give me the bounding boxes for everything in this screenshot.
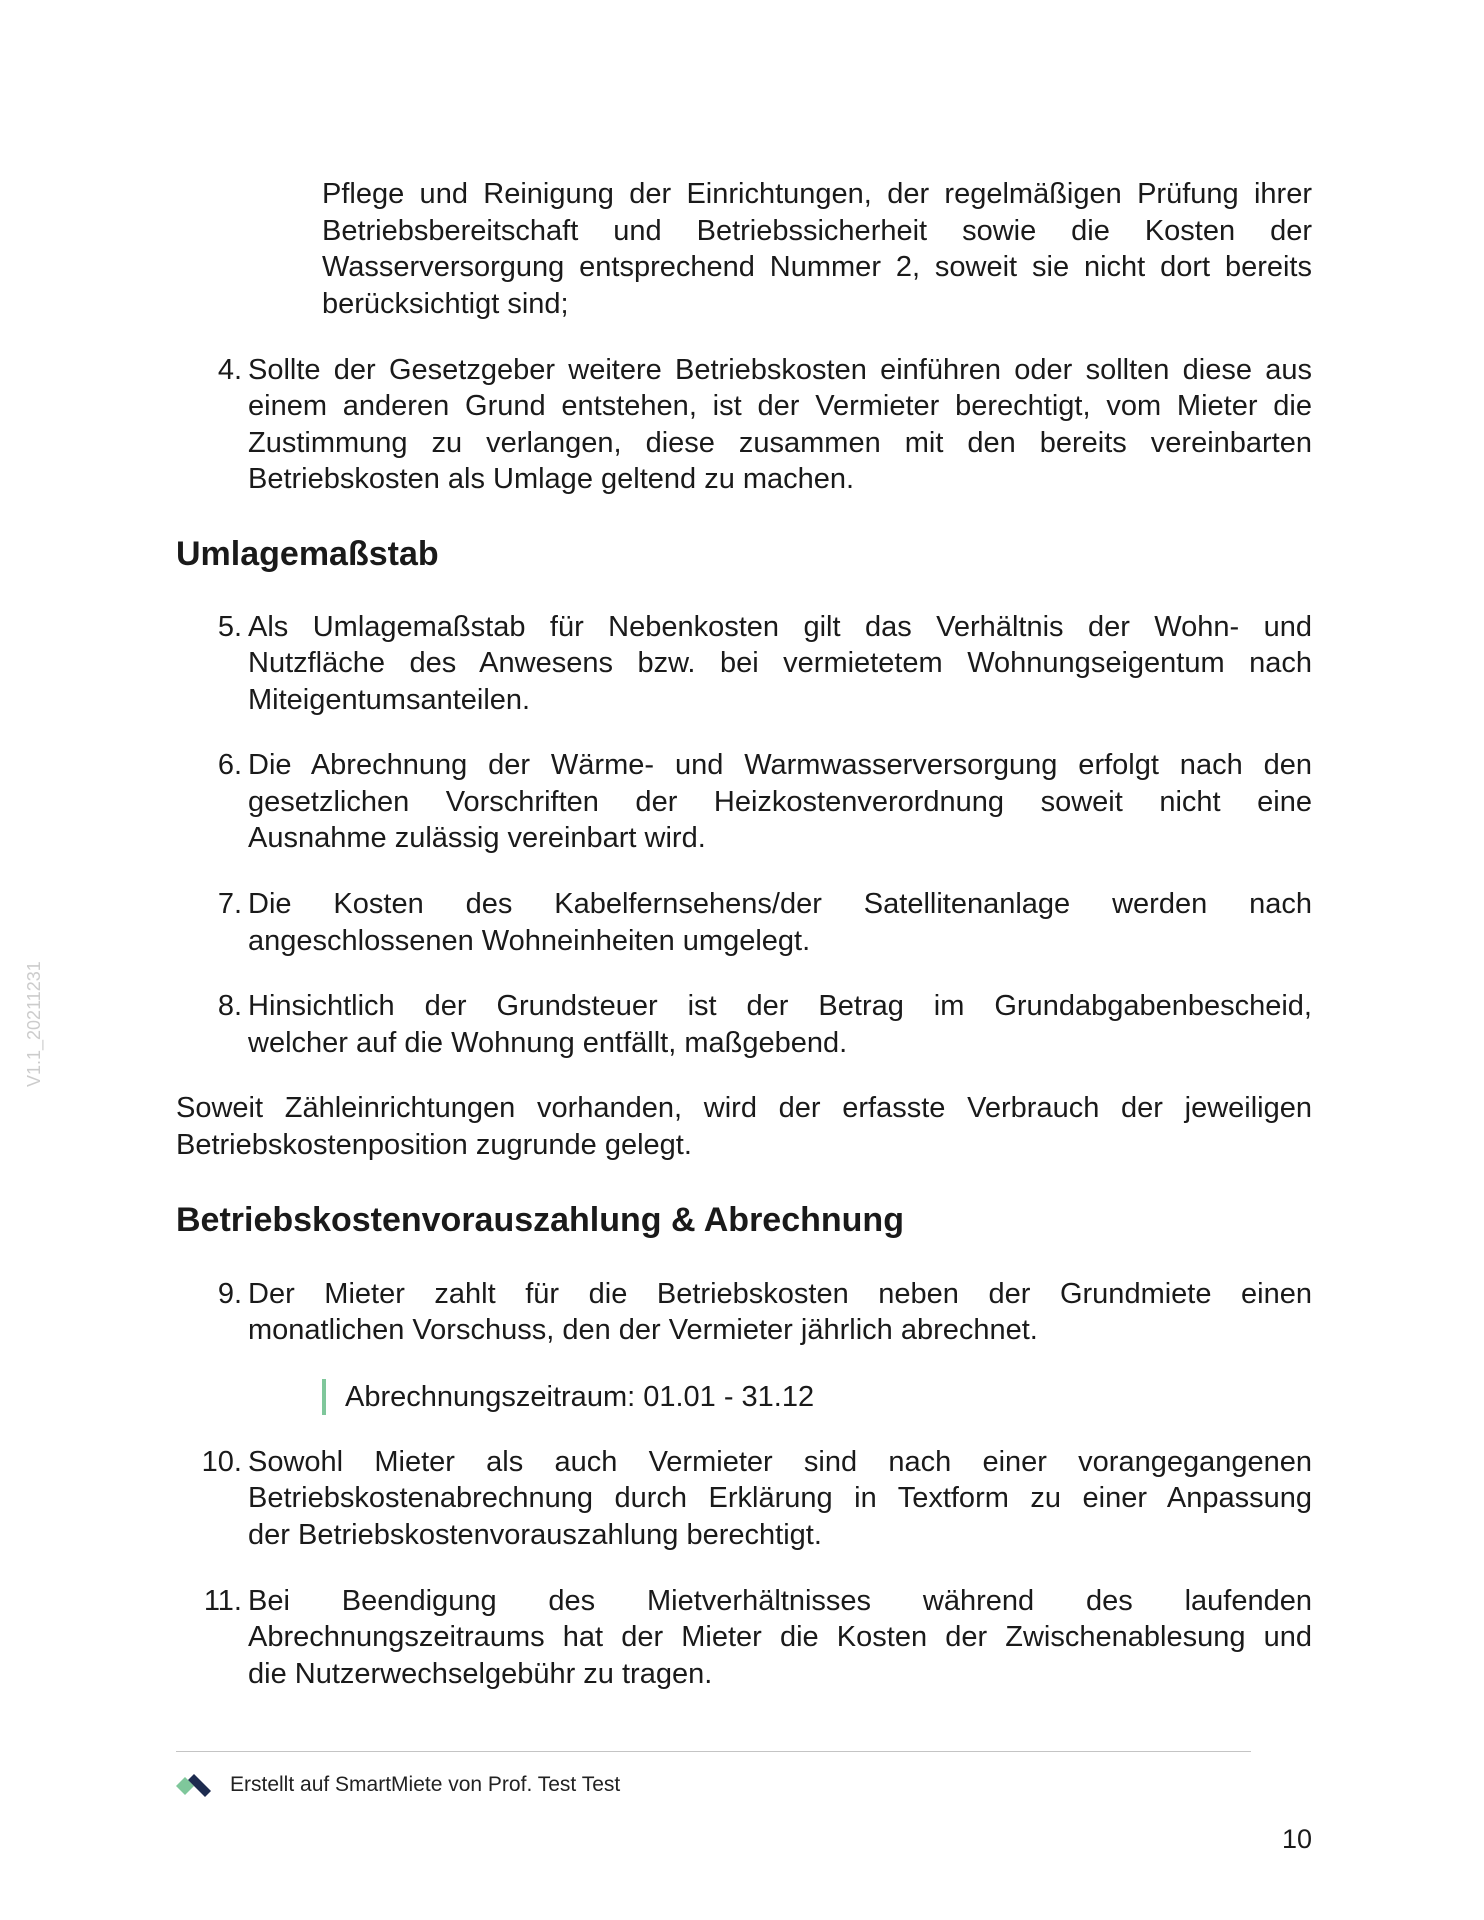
list-item-5 bbox=[176, 609, 1312, 719]
list-item-number: 7. bbox=[217, 888, 242, 920]
text-line: berücksichtigt sind; bbox=[322, 287, 569, 320]
text-line: Betriebskostenabrechnung durch Erklärung in Textform zu einer Anpassung bbox=[248, 1482, 1312, 1514]
version-label: V1.1_20211231 bbox=[24, 961, 44, 1087]
text-line: angeschlossenen Wohneinheiten umgelegt. bbox=[248, 924, 811, 957]
list-item-number: 11. bbox=[203, 1584, 242, 1617]
consumption-note-paragraph bbox=[176, 1090, 1312, 1163]
text-line: Betriebskostenposition zugrunde gelegt. bbox=[176, 1128, 692, 1161]
list-item-number: 9. bbox=[217, 1277, 242, 1310]
list-item-text bbox=[248, 352, 1312, 498]
text-line: Die Abrechnung der Wärme- und Warmwasserversorgung erfolgt nach den bbox=[248, 749, 1312, 781]
text-line: Wasserversorgung entsprechend Nummer 2, soweit sie nicht dort bereits bbox=[322, 251, 1312, 283]
text-line: monatlichen Vorschuss, den der Vermieter jährlich abrechnet. bbox=[248, 1314, 1038, 1346]
text-line: Sowohl Mieter als auch Vermieter sind nach einer vorangegangenen bbox=[248, 1445, 1312, 1478]
text-line: Nutzfläche des Anwesens bzw. bei vermietetem Wohnungseigentum nach bbox=[248, 647, 1312, 679]
text-line: Soweit Zähleinrichtungen vorhanden, wird der erfasste Verbrauch der jeweiligen bbox=[176, 1092, 1312, 1124]
section-heading-umlagemassstab: Umlagemaßstab bbox=[176, 535, 439, 573]
text-line: Betriebsbereitschaft und Betriebssicherheit sowie die Kosten der bbox=[322, 214, 1312, 247]
text-line: Die Kosten des Kabelfernsehens/der Satellitenanlage werden nach bbox=[248, 888, 1312, 920]
text-line: Bei Beendigung des Mietverhältnisses während des laufenden bbox=[248, 1584, 1312, 1617]
footer-divider bbox=[176, 1751, 1251, 1752]
text-line: Abrechnungszeitraums hat der Mieter die Kosten der Zwischenablesung und bbox=[248, 1621, 1312, 1653]
text-line: Pflege und Reinigung der Einrichtungen, der regelmäßigen Prüfung ihrer bbox=[322, 178, 1312, 210]
text-line: Betriebskosten als Umlage geltend zu machen. bbox=[248, 463, 855, 495]
list-item-text bbox=[248, 747, 1312, 857]
list-item-text bbox=[248, 1276, 1312, 1349]
list-item-8 bbox=[176, 988, 1312, 1061]
footer-brand-text: Erstellt auf SmartMiete von Prof. Test Test bbox=[230, 1773, 621, 1796]
callout-text: Abrechnungszeitraum: 01.01 - 31.12 bbox=[345, 1380, 815, 1413]
list-item-11 bbox=[176, 1583, 1312, 1693]
list-item-text bbox=[248, 1583, 1312, 1693]
callout-abrechnungszeitraum bbox=[322, 1379, 1222, 1416]
item-3-continuation bbox=[322, 176, 1312, 322]
text-line: welcher auf die Wohnung entfällt, maßgebend. bbox=[248, 1026, 848, 1059]
text-line: Der Mieter zahlt für die Betriebskosten neben der Grundmiete einen bbox=[248, 1277, 1312, 1310]
text-line: Als Umlagemaßstab für Nebenkosten gilt das Verhältnis der Wohn- und bbox=[248, 610, 1312, 643]
list-item-number: 8. bbox=[217, 990, 242, 1022]
list-item-number: 4. bbox=[217, 353, 242, 386]
list-item-text bbox=[248, 988, 1312, 1061]
text-line: gesetzlichen Vorschriften der Heizkostenverordnung soweit nicht eine bbox=[248, 785, 1312, 818]
list-item-text bbox=[248, 886, 1312, 959]
section-heading-vorauszahlung-abrechnung: Betriebskostenvorauszahlung & Abrechnung bbox=[176, 1201, 904, 1239]
list-item-9 bbox=[176, 1276, 1312, 1349]
page-number: 10 bbox=[1281, 1824, 1312, 1854]
list-item-4 bbox=[176, 352, 1312, 498]
list-item-text bbox=[248, 1444, 1312, 1554]
list-item-10 bbox=[176, 1444, 1312, 1554]
text-line: Hinsichtlich der Grundsteuer ist der Betrag im Grundabgabenbescheid, bbox=[248, 990, 1312, 1022]
list-item-7 bbox=[176, 886, 1312, 959]
text-line: einem anderen Grund entstehen, ist der Vermieter berechtigt, vom Mieter die bbox=[248, 390, 1312, 422]
list-item-number: 6. bbox=[217, 749, 242, 781]
text-line: Miteigentumsanteilen. bbox=[248, 683, 531, 716]
text-line: Sollte der Gesetzgeber weitere Betriebskosten einführen oder sollten diese aus bbox=[248, 353, 1312, 386]
text-line: der Betriebskostenvorauszahlung berechtigt. bbox=[248, 1518, 822, 1551]
text-line: Ausnahme zulässig vereinbart wird. bbox=[248, 822, 706, 854]
list-item-number: 5. bbox=[217, 610, 242, 643]
text-line: Zustimmung zu verlangen, diese zusammen mit den bereits vereinbarten bbox=[248, 426, 1312, 459]
text-line: die Nutzerwechselgebühr zu tragen. bbox=[248, 1657, 713, 1690]
list-item-6 bbox=[176, 747, 1312, 857]
list-item-number: 10. bbox=[201, 1445, 242, 1478]
list-item-text bbox=[248, 609, 1312, 719]
smartmiete-logo-icon bbox=[176, 1773, 212, 1797]
